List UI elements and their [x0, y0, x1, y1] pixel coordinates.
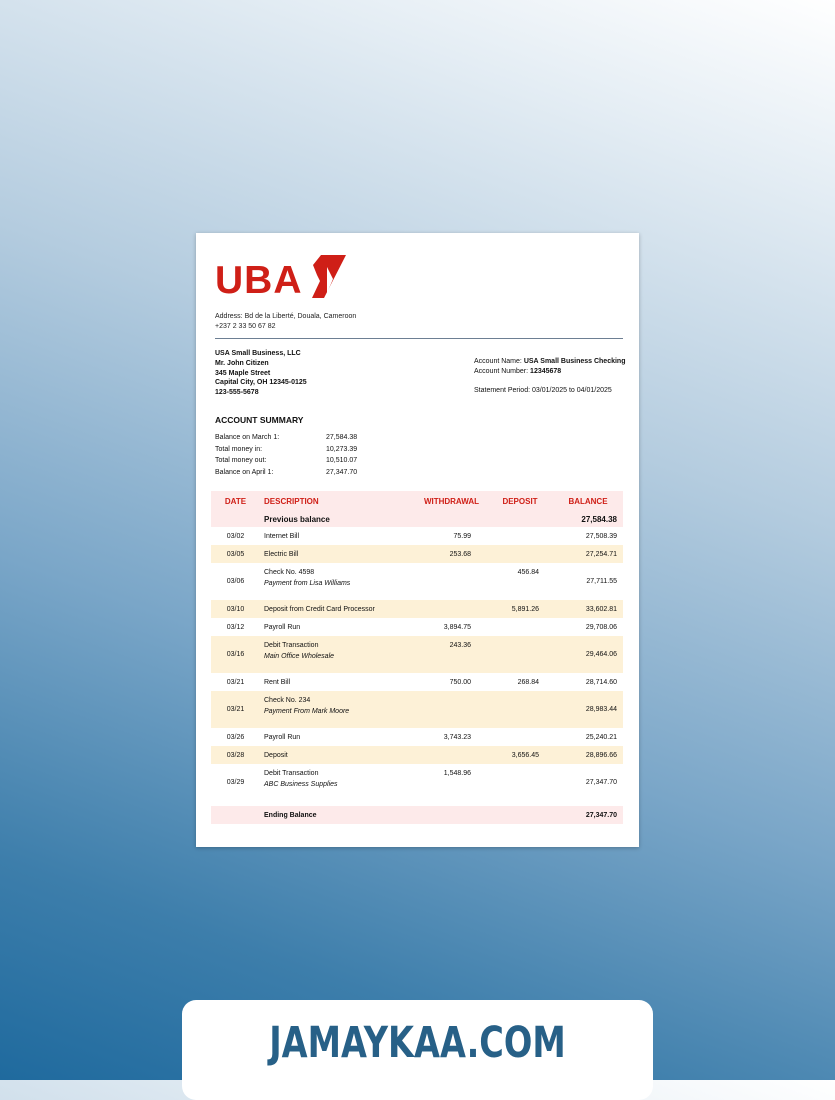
- row-withdrawal: 750.00: [390, 673, 487, 691]
- watermark-banner: [182, 1000, 653, 1100]
- row-description: Deposit: [260, 746, 390, 764]
- row-date: 03/21: [211, 673, 260, 691]
- summary-label: Balance on March 1:: [215, 434, 280, 441]
- account-number-label: Account Number:: [474, 368, 529, 375]
- row-description: Check No. 234: [264, 697, 311, 704]
- summary-value: 10,510.07: [326, 457, 358, 465]
- logo-text: UBA: [215, 259, 303, 299]
- watermark-text: JAMAYKAA.COM: [269, 1018, 566, 1068]
- account-name-value: USA Small Business Checking: [523, 358, 626, 365]
- row-description: Deposit from Credit Card Processor: [260, 600, 390, 618]
- row-subdescription: Payment From Mark Moore: [264, 708, 350, 715]
- row-description: Rent Bill: [260, 673, 390, 691]
- previous-balance-label: Previous balance: [260, 511, 390, 527]
- summary-value: 10,273.39: [326, 445, 358, 453]
- header-deposit: DEPOSIT: [487, 491, 553, 511]
- customer-name: Mr. John Citizen: [215, 359, 269, 367]
- row-withdrawal: 3,743.23: [390, 728, 487, 746]
- row-description: Electric Bill: [260, 545, 390, 563]
- row-date: 03/29: [211, 764, 260, 801]
- row-withdrawal: [390, 563, 487, 600]
- header-date: DATE: [211, 491, 260, 511]
- row-date: 03/06: [211, 563, 260, 600]
- row-date: 03/16: [211, 636, 260, 673]
- customer-city: Capital City, OH 12345-0125: [215, 379, 307, 387]
- row-deposit: [487, 728, 553, 746]
- row-balance: 33,602.81: [553, 600, 623, 618]
- table-row: [211, 527, 623, 545]
- customer-block: [215, 349, 307, 398]
- row-deposit: [487, 618, 553, 636]
- row-withdrawal: [390, 600, 487, 618]
- row-deposit: 268.84: [487, 673, 553, 691]
- summary-row: [215, 457, 375, 469]
- summary-label: Balance on April 1:: [215, 469, 274, 477]
- row-deposit: [487, 527, 553, 545]
- row-balance: 27,347.70: [553, 764, 623, 801]
- uba-logo: [215, 253, 355, 299]
- account-summary: [215, 434, 375, 481]
- table-row: [211, 728, 623, 746]
- table-row: [211, 673, 623, 691]
- row-balance: 29,708.06: [553, 618, 623, 636]
- row-deposit: [487, 636, 553, 673]
- transactions-table: [211, 491, 623, 824]
- row-date: 03/28: [211, 746, 260, 764]
- row-balance: 28,896.66: [553, 746, 623, 764]
- row-description: Check No. 4598: [264, 569, 315, 576]
- row-withdrawal: 253.68: [390, 545, 487, 563]
- row-balance: 27,254.71: [553, 545, 623, 563]
- summary-title: ACCOUNT SUMMARY: [215, 415, 304, 425]
- table-row: [211, 764, 623, 801]
- row-description: Payroll Run: [260, 728, 390, 746]
- row-deposit: 456.84: [487, 563, 553, 600]
- summary-row: [215, 469, 375, 481]
- summary-value: 27,347.70: [326, 469, 358, 477]
- row-date: 03/02: [211, 527, 260, 545]
- bank-statement: [196, 233, 639, 847]
- row-subdescription: ABC Business Supplies: [264, 781, 338, 788]
- row-deposit: 3,656.45: [487, 746, 553, 764]
- divider: [215, 338, 623, 339]
- row-date: 03/10: [211, 600, 260, 618]
- customer-company: USA Small Business, LLC: [215, 350, 301, 357]
- ending-balance-row: [211, 806, 623, 824]
- row-balance: 27,711.55: [553, 563, 623, 600]
- bank-address: [215, 312, 356, 332]
- account-info: [474, 357, 625, 396]
- summary-row: [215, 446, 375, 458]
- ending-balance-value: 27,347.70: [553, 806, 623, 824]
- summary-value: 27,584.38: [326, 434, 358, 441]
- statement-period: Statement Period: 03/01/2025 to 04/01/2025: [474, 387, 612, 394]
- account-number-value: 12345678: [530, 368, 562, 375]
- row-deposit: [487, 764, 553, 801]
- row-withdrawal: 3,894.75: [390, 618, 487, 636]
- row-balance: 27,508.39: [553, 527, 623, 545]
- row-description: Debit Transaction: [264, 642, 319, 649]
- row-withdrawal: 243.36: [390, 636, 487, 673]
- row-withdrawal: 75.99: [390, 527, 487, 545]
- table-row: [211, 746, 623, 764]
- row-date: 03/05: [211, 545, 260, 563]
- account-name-label: Account Name:: [474, 358, 522, 365]
- header-description: DESCRIPTION: [260, 491, 390, 511]
- table-row: [211, 563, 623, 600]
- row-balance: 29,464.06: [553, 636, 623, 673]
- previous-balance-row: [211, 511, 623, 527]
- row-subdescription: Payment from Lisa Williams: [264, 580, 351, 587]
- table-row: [211, 618, 623, 636]
- phone-line: +237 2 33 50 67 82: [215, 323, 276, 330]
- row-withdrawal: [390, 691, 487, 728]
- ending-balance-label: Ending Balance: [260, 806, 390, 824]
- previous-balance-value: 27,584.38: [553, 511, 623, 527]
- row-deposit: [487, 691, 553, 728]
- row-withdrawal: [390, 746, 487, 764]
- row-date: 03/12: [211, 618, 260, 636]
- row-description: Internet Bill: [260, 527, 390, 545]
- address-line: Address: Bd de la Liberté, Douala, Cameroon: [215, 313, 357, 320]
- customer-phone: 123-555-5678: [215, 389, 259, 397]
- summary-label: Total money out:: [215, 457, 267, 465]
- customer-street: 345 Maple Street: [215, 369, 271, 377]
- row-balance: 28,983.44: [553, 691, 623, 728]
- row-withdrawal: 1,548.96: [390, 764, 487, 801]
- row-deposit: 5,891.26: [487, 600, 553, 618]
- header-balance: BALANCE: [553, 491, 623, 511]
- table-row: [211, 600, 623, 618]
- row-date: 03/26: [211, 728, 260, 746]
- header-withdrawal: WITHDRAWAL: [390, 491, 487, 511]
- table-row: [211, 691, 623, 728]
- row-balance: 25,240.21: [553, 728, 623, 746]
- table-row: [211, 545, 623, 563]
- row-balance: 28,714.60: [553, 673, 623, 691]
- row-description: Debit Transaction: [264, 770, 319, 777]
- row-date: 03/21: [211, 691, 260, 728]
- table-header: [211, 491, 623, 511]
- row-description: Payroll Run: [260, 618, 390, 636]
- table-row: [211, 636, 623, 673]
- summary-row: [215, 434, 375, 446]
- row-subdescription: Main Office Wholesale: [264, 653, 335, 660]
- summary-label: Total money in:: [215, 445, 263, 453]
- row-deposit: [487, 545, 553, 563]
